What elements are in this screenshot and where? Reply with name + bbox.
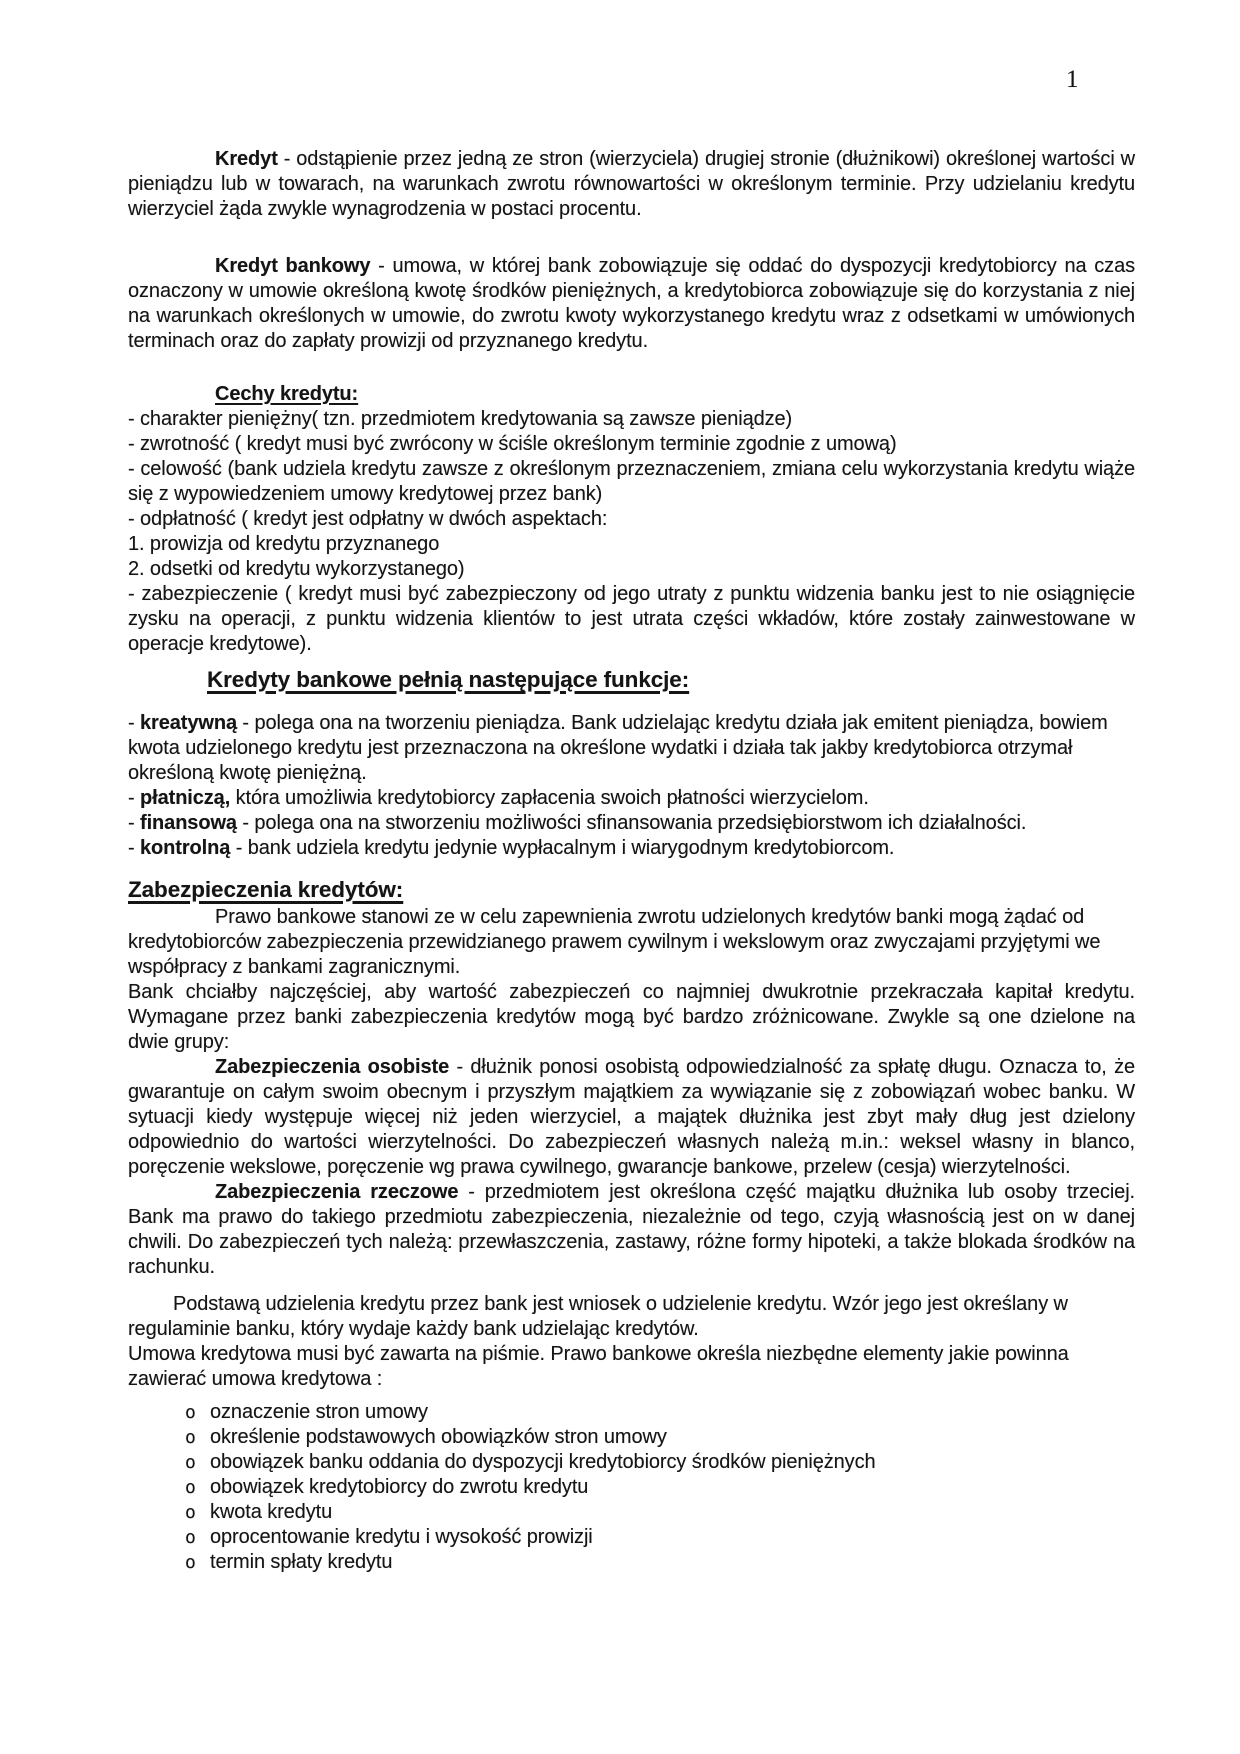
cechy-item: - celowość (bank udziela kredytu zawsze z określonym przeznaczeniem, zmiana celu wykorzystania kredytu wiąże się z wypowiedzeniem umowy kredytowej przez bank) — [128, 458, 1135, 505]
heading-zabezpieczenia — [128, 875, 1135, 905]
paragraph-wniosek: Podstawą udzielenia kredytu przez bank jest wniosek o udzielenie kredytu. Wzór jego jest określany w regulaminie banku, który wydaje każdy bank udzielając kredytów. — [128, 1293, 1068, 1340]
list-bullet: o — [185, 1477, 196, 1498]
funkcje-item-dash: - — [128, 787, 141, 809]
funkcje-item-dash: - — [128, 712, 141, 734]
zabezpieczenia-rzeczowe — [128, 1180, 1135, 1280]
umowa-elements-list — [128, 1400, 1135, 1575]
list-bullet: o — [185, 1552, 196, 1573]
heading-cechy-kredytu-text: Cechy kredytu: — [215, 383, 359, 405]
term-zabezpieczenia-osobiste: Zabezpieczenia osobiste — [215, 1056, 450, 1078]
zabezpieczenia-intro: Prawo bankowe stanowi ze w celu zapewnienia zwrotu udzielonych kredytów banki mogą żądać od kredytobiorców zabezpieczenia przewidzianego prawem cywilnym i wekslowym oraz zwyczajami przyjętymi we współpracy z bankami zagranicznymi. — [128, 906, 1101, 978]
funkcje-item — [128, 836, 1135, 861]
umowa-list-item — [128, 1475, 1135, 1500]
page-number: 1 — [1066, 66, 1079, 93]
funkcje-item-term: płatniczą, — [140, 787, 231, 809]
zabezpieczenia-osobiste — [128, 1055, 1135, 1180]
umowa-list-item-text: obowiązek banku oddania do dyspozycji kredytobiorcy środków pieniężnych — [210, 1451, 876, 1473]
umowa-list-item-text: oprocentowanie kredytu i wysokość prowizji — [210, 1526, 593, 1548]
heading-funkcje-text: Kredyty bankowe pełnią następujące funkcje: — [207, 667, 690, 692]
list-bullet: o — [185, 1527, 196, 1548]
umowa-list-item — [128, 1450, 1135, 1475]
cechy-item: - zwrotność ( kredyt musi być zwrócony w ściśle określonym terminie zgodnie z umową) — [128, 433, 897, 455]
funkcje-item-term: kreatywną — [140, 712, 237, 734]
paragraph-kredyt-bankowy — [128, 254, 1135, 354]
cechy-item: - odpłatność ( kredyt jest odpłatny w dwóch aspektach: — [128, 508, 608, 530]
umowa-list-item-text: kwota kredytu — [210, 1501, 333, 1523]
zabezpieczenia-rzeczowe-text: - przedmiotem jest określona część majątku dłużnika lub osoby trzeciej. Bank ma prawo do takiego przedmiotu zabezpieczenia, niezależnie od tego, czyją własnością jest on w danej chwili. Do zabezpieczeń tych należą: przewłaszczenia, zastawy, różne formy hipoteki, a także blokada środków na rachunku. — [128, 1181, 1135, 1278]
list-bullet: o — [185, 1452, 196, 1473]
umowa-list-item — [128, 1525, 1135, 1550]
funkcje-item-dash: - — [128, 837, 141, 859]
list-bullet: o — [185, 1502, 196, 1523]
heading-cechy-kredytu — [128, 382, 1135, 407]
cechy-item: - zabezpieczenie ( kredyt musi być zabezpieczony od jego utraty z punktu widzenia banku jest to nie osiągnięcie zysku na operacji, z punktu widzenia klientów to jest utrata części wkładów, które zostały zainwestowane w operacje kredytowe). — [128, 583, 1135, 655]
funkcje-item-term: kontrolną — [140, 837, 231, 859]
funkcje-item-term: finansową — [140, 812, 237, 834]
umowa-list-item-text: obowiązek kredytobiorcy do zwrotu kredytu — [210, 1476, 589, 1498]
umowa-list-item — [128, 1550, 1135, 1575]
term-kredyt-bankowy: Kredyt bankowy — [215, 255, 371, 277]
cechy-item: 2. odsetki od kredytu wykorzystanego) — [128, 558, 465, 580]
funkcje-item — [128, 811, 1135, 836]
term-zabezpieczenia-rzeczowe: Zabezpieczenia rzeczowe — [215, 1181, 459, 1203]
umowa-list-item-text: oznaczenie stron umowy — [210, 1401, 428, 1423]
paragraph-kredyt-text: - odstąpienie przez jedną ze stron (wierzyciela) drugiej stronie (dłużnikowi) określonej wartości w pieniądzu lub w towarach, na warunkach zwrotu równowartości w określonym terminie. Przy udzielaniu kredytu wierzyciel żąda zwykle wynagrodzenia w postaci procentu. — [128, 148, 1135, 220]
cechy-list — [128, 407, 1135, 657]
umowa-list-item-text: określenie podstawowych obowiązków stron umowy — [210, 1426, 667, 1448]
heading-funkcje — [128, 665, 1135, 695]
document-content — [128, 147, 1135, 1575]
funkcje-item-text: - bank udziela kredytu jedynie wypłacalnym i wiarygodnym kredytobiorcom. — [230, 837, 895, 859]
funkcje-item-text: która umożliwia kredytobiorcy zapłacenia swoich płatności wierzycielom. — [230, 787, 869, 809]
umowa-list-item — [128, 1400, 1135, 1425]
funkcje-item-dash: - — [128, 812, 141, 834]
umowa-list-item-text: termin spłaty kredytu — [210, 1551, 393, 1573]
paragraph-forma-umowy: Umowa kredytowa musi być zawarta na piśmie. Prawo bankowe określa niezbędne elementy jakie powinna zawierać umowa kredytowa : — [128, 1343, 1069, 1390]
list-bullet: o — [185, 1427, 196, 1448]
zabezpieczenia-bank: Bank chciałby najczęściej, aby wartość zabezpieczeń co najmniej dwukrotnie przekraczała kapitał kredytu. Wymagane przez banki zabezpieczenia kredytów mogą być bardzo zróżnicowane. Zwykle są one dzielone na dwie grupy: — [128, 981, 1135, 1053]
list-bullet: o — [185, 1402, 196, 1423]
umowa-list-item — [128, 1500, 1135, 1525]
cechy-item: - charakter pieniężny( tzn. przedmiotem kredytowania są zawsze pieniądze) — [128, 408, 793, 430]
paragraph-kredyt-bankowy-text: - umowa, w której bank zobowiązuje się oddać do dyspozycji kredytobiorcy na czas oznaczony w umowie określoną kwotę środków pieniężnych, a kredytobiorca zobowiązuje się do korzystania z niej na warunkach określonych w umowie, do zwrotu kwoty wykorzystanego kredytu wraz z odsetkami w umówionych terminach oraz do zapłaty prowizji od przyznanego kredytu. — [128, 255, 1135, 352]
umowa-list-item — [128, 1425, 1135, 1450]
funkcje-item — [128, 786, 1135, 811]
cechy-item: 1. prowizja od kredytu przyznanego — [128, 533, 440, 555]
funkcje-item-text: - polega ona na tworzeniu pieniądza. Bank udzielając kredytu działa jak emitent pieniądza, bowiem kwota udzielonego kredytu jest przeznaczona na określone wydatki i działa tak jakby kredytobiorca otrzymał określoną kwotę pieniężną. — [128, 712, 1108, 784]
term-kredyt: Kredyt — [215, 148, 278, 170]
funkcje-item — [128, 711, 1135, 786]
heading-zabezpieczenia-text: Zabezpieczenia kredytów: — [128, 877, 404, 902]
funkcje-item-text: - polega ona na stworzeniu możliwości sfinansowania przedsiębiorstwom ich działalności. — [236, 812, 1027, 834]
funkcje-list — [128, 711, 1135, 861]
paragraph-kredyt — [128, 147, 1135, 222]
zabezpieczenia-section — [128, 905, 1135, 1280]
zabezpieczenia-osobiste-text: - dłużnik ponosi osobistą odpowiedzialność za spłatę długu. Oznacza to, że gwarantuje on całym swoim obecnym i przyszłym majątkiem za wywiązanie się z zobowiązań wobec banku. W sytuacji kiedy występuje więcej niż jeden wierzyciel, a majątek dłużnika jest zbyt mały dług jest dzielony odpowiednio do wartości wierzytelności. Do zabezpieczeń własnych należą m.in.: weksel własny in blanco, poręczenie wekslowe, poręczenie wg prawa cywilnego, gwarancje bankowe, przelew (cesja) wierzytelności. — [128, 1056, 1135, 1178]
